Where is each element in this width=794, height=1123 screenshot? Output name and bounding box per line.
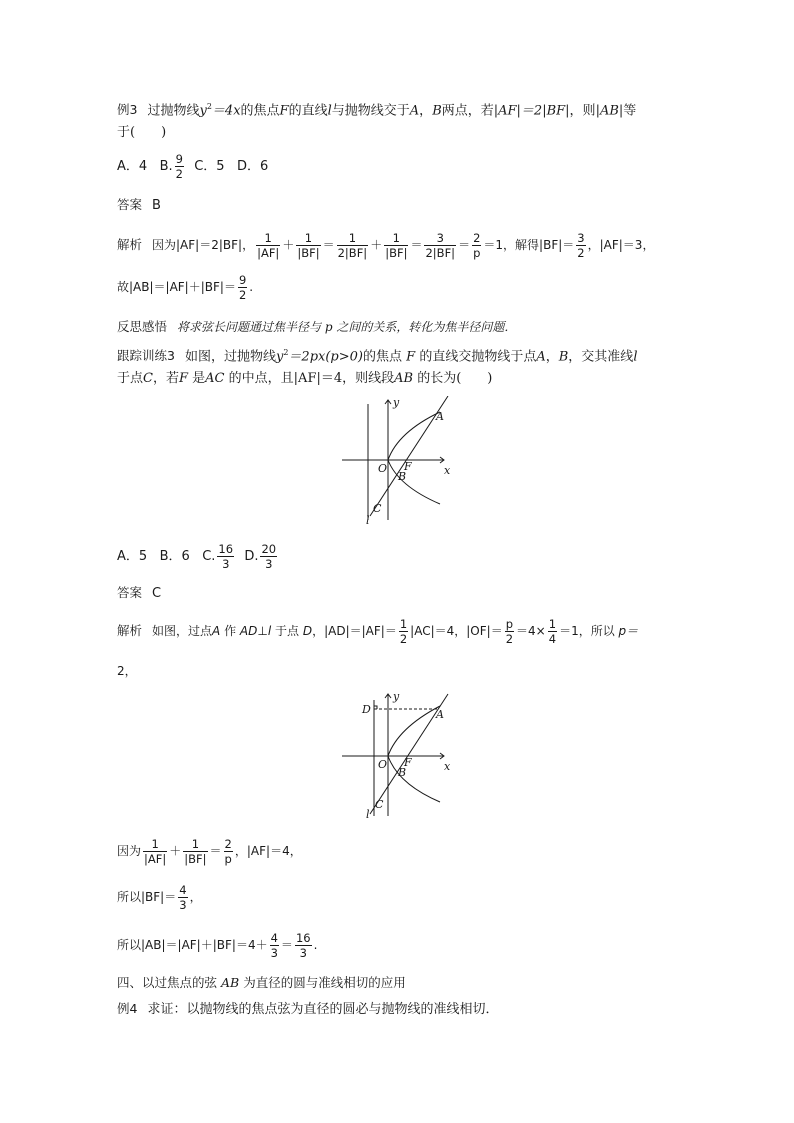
track3-solution-line3: 因为 $\frac{1}{|AF|}$ ＋ $\frac{1}{|BF|}$ ＝ $\frac{2}{p}$ ，|AF|＝4， [117, 837, 302, 866]
ex3-answer: 答案 B [117, 197, 161, 213]
section4-heading: 四、以过焦点的弦 AB 为直径的圆与准线相切的应用 [117, 975, 406, 990]
ex3-option-b: B. [159, 159, 173, 174]
ex3-tag: 例3 [117, 102, 138, 118]
ex3-question-line2: 于( ) [117, 125, 167, 140]
fig1-label-F: F [404, 460, 412, 473]
fig1-label-C: C [373, 502, 382, 515]
track3-solution-line4: 所以|BF|＝ $\frac{4}{3}$ ， [117, 883, 202, 912]
fig1-label-l: l [366, 514, 370, 524]
parabola-curve [388, 412, 440, 504]
fig2-label-x: x [444, 760, 451, 773]
fig1-label-B: B [398, 470, 407, 483]
track3-question-line2: 于点C，若F 是AC 的中点，且|AF|＝4，则线段AB 的长为( ) [117, 371, 493, 386]
track3-options: A．5 B．6 C. $\frac{16}{3}$ D. $\frac{20}{3}$ [117, 542, 277, 571]
track3-answer: 答案 C [117, 585, 162, 601]
frac-9-2: $\frac{9}{2}$ [175, 152, 183, 181]
ex3-option-c: C．5 [194, 159, 225, 174]
ex3-solution-line1: 解析 因为|AF|＝2|BF|， $\frac{1}{|AF|}$ ＋ $\frac{1}{|BF|}$ ＝ $\frac{1}{2|BF|}$ ＋ $\frac{1}{|BF|}$ ＝ $\frac{3}{2|BF|}$ ＝ $\frac{2}{p}$ ＝1，解得|BF|＝ $\frac{3}{2}$ ，|AF|＝3， [117, 231, 655, 260]
ex3-solution-line2: 故|AB|＝|AF|＋|BF|＝ $\frac{9}{2}$ . [117, 273, 254, 302]
reflection: 反思感悟 将求弦长问题通过焦半径与 p 之间的关系，转化为焦半径问题． [117, 319, 517, 334]
track3-solution-line2: 2， [117, 664, 137, 678]
track3-solution-line5: 所以|AB|＝|AF|＋|BF|＝4＋ $\frac{4}{3}$ ＝ $\frac{16}{3}$ . [117, 931, 318, 960]
fig2-label-D: D [362, 703, 371, 716]
fig2-label-O: O [378, 758, 388, 771]
ex3-question-line1: 例3 过抛物线$y^2=4x$的焦点F的直线l与抛物线交于A，B两点，若|AF|＝2|BF|，则|AB|等 [117, 102, 637, 119]
fig2-label-F: F [404, 756, 412, 769]
fig2-label-B: B [398, 766, 407, 779]
track3-solution-line1: 解析 如图，过点A 作 AD⊥l 于点 D，|AD|＝|AF|＝ $\frac{1}{2}$ |AC|＝4，|OF|＝ $\frac{p}{2}$ ＝4× $\frac{1}{4}$ ＝1，所以 p＝ [117, 617, 639, 646]
fig2-label-C: C [375, 798, 384, 811]
fig1-label-y: y [393, 396, 400, 409]
fig2-label-y: y [393, 690, 400, 703]
parabola-curve [388, 706, 440, 802]
fig2-label-A: A [436, 708, 444, 721]
fig1-label-x: x [444, 464, 451, 477]
parabola-figure-1 [340, 396, 460, 524]
parabola-figure-2 [340, 690, 460, 818]
fig1-label-A: A [436, 410, 444, 423]
ex3-option-d: D．6 [237, 159, 269, 174]
track3-question-line1: 跟踪训练3 如图，过抛物线$y^2=2px(p>0)$的焦点 F 的直线交抛物线于点A，B，交其准线l [117, 348, 638, 365]
ex3-option-a: A．4 [117, 159, 148, 174]
fig1-label-O: O [378, 462, 388, 475]
ex4-question: 例4 求证：以抛物线的焦点弦为直径的圆必与抛物线的准线相切． [117, 1001, 499, 1017]
fig2-label-l: l [366, 808, 370, 818]
ex3-options [117, 152, 268, 182]
